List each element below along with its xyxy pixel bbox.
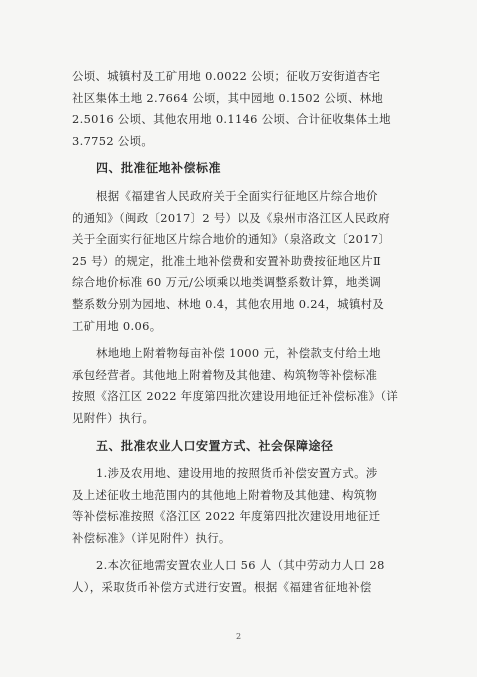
text-line: 关于全面实行征地区片综合地价的通知》（泉洛政文〔2017〕 xyxy=(72,232,391,247)
paragraph-item-1 xyxy=(72,463,422,549)
text-line: 等补偿标准按照《洛江区 2022 年度第四批次建设用地征迁 xyxy=(72,509,381,524)
text-line: 25 号）的规定，批准土地补偿费和安置补助费按征地区片Ⅱ xyxy=(72,253,382,268)
text-line: 公顷、城镇村及工矿用地 0.0022 公顷；征收万安街道杏宅 xyxy=(72,69,381,83)
text-line: 补偿标准》（详见附件）执行。 xyxy=(72,530,231,545)
document-body xyxy=(72,66,422,599)
text-line: 2.本次征地需安置农业人口 56 人（其中劳动力人口 28 xyxy=(96,558,385,573)
text-line: 2.5016 公顷、其他农用地 0.1146 公顷、合计征收集体土地 xyxy=(72,112,391,127)
text-line: 社区集体土地 2.7664 公顷，其中园地 0.1502 公顷、林地 xyxy=(72,90,384,105)
section-heading-compensation-standard: 四、批准征地补偿标准 xyxy=(96,161,222,176)
text-line: 1.涉及农用地、建设用地的按照货币补偿安置方式。涉 xyxy=(96,466,378,481)
text-line: 整系数分别为园地、林地 0.4，其他农用地 0.24，城镇村及 xyxy=(72,296,385,311)
paragraph-compensation-standard xyxy=(72,186,422,337)
text-line: 承包经营者。其他地上附着物及其他建、构筑物等补偿标准 xyxy=(72,367,378,382)
text-line: 林地地上附着物每亩补偿 1000 元，补偿款支付给土地 xyxy=(96,346,381,361)
paragraph-attachments-compensation xyxy=(72,343,422,429)
text-line: 3.7752 公顷。 xyxy=(72,133,154,148)
section-heading-resettlement: 五、批准农业人口安置方式、社会保障途径 xyxy=(96,438,334,453)
paragraph-land-summary xyxy=(72,66,422,152)
page-number: 2 xyxy=(235,632,242,641)
text-line: 的通知》（闽政〔2017〕2 号）以及《泉州市洛江区人民政府 xyxy=(72,210,391,225)
text-line: 根据《福建省人民政府关于全面实行征地区片综合地价 xyxy=(96,188,378,203)
text-line: 按照《洛江区 2022 年度第四批次建设用地征迁补偿标准》（详 xyxy=(72,389,399,404)
text-line: 见附件）执行。 xyxy=(72,410,155,425)
text-line: 及上述征收土地范围内的其他地上附着物及其他建、构筑物 xyxy=(72,487,378,502)
text-line: 工矿用地 0.06。 xyxy=(72,318,162,333)
paragraph-item-2 xyxy=(72,555,422,598)
text-line: 人），采取货币补偿方式进行安置。根据《福建省征地补偿 xyxy=(72,580,372,595)
text-line: 综合地价标准 60 万元/公顷乘以地类调整系数计算，地类调 xyxy=(72,275,382,290)
